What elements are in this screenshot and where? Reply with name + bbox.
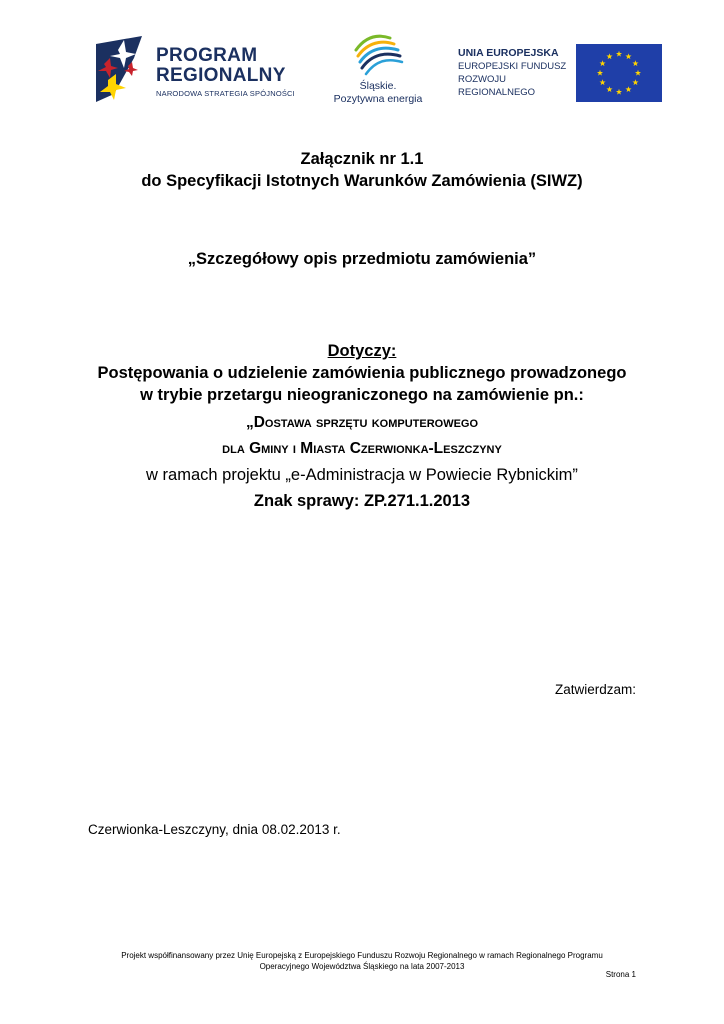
concerns-line1: Postępowania o udzielenie zamówienia publicznego prowadzonego [97, 364, 627, 382]
title-line1: Załącznik nr 1.1 [300, 150, 424, 168]
approval-label: Zatwierdzam: [554, 682, 636, 697]
concerns-heading: Dotyczy: [327, 342, 397, 360]
ue-text-logo [458, 46, 578, 99]
program-regionalny-line3: NARODOWA STRATEGIA SPÓJNOŚCI [156, 89, 295, 98]
order-name-line2: dla Gminy i Miasta Czerwionka-Leszczyny [222, 440, 502, 457]
concerns-section [60, 340, 664, 512]
page-number: Strona 1 [605, 970, 636, 979]
eu-flag-icon [576, 44, 662, 102]
program-regionalny-line1: PROGRAM [156, 45, 258, 66]
program-regionalny-emblem-icon [94, 36, 152, 108]
logo-bar [0, 30, 724, 112]
program-regionalny-logo [94, 36, 314, 108]
concerns-line2: w trybie przetargu nieograniczonego na zamówienie pn.: [140, 386, 584, 404]
footer-line1: Projekt współfinansowany przez Unię Europejską z Europejskiego Funduszu Rozwoju Regionalnego w ramach Regionalnego Programu [121, 951, 603, 960]
place-and-date: Czerwionka-Leszczyny, dnia 08.02.2013 r. [88, 822, 341, 837]
slaskie-line1: Śląskie. [359, 80, 397, 92]
order-name-line1: „Dostawa sprzętu komputerowego [245, 414, 479, 431]
ue-line1: UNIA EUROPEJSKA [458, 47, 559, 59]
document-title [60, 148, 664, 192]
subject-title: „Szczegółowy opis przedmiotu zamówienia” [187, 250, 537, 268]
footer-line2: Operacyjnego Województwa Śląskiego na lata 2007-2013 [259, 962, 465, 971]
ue-line2: EUROPEJSKI FUNDUSZ [458, 61, 567, 72]
slaskie-waves-icon [346, 30, 410, 80]
slaskie-logo [328, 30, 428, 112]
project-line: w ramach projektu „e-Administracja w Powiecie Rybnickim” [146, 466, 578, 484]
program-regionalny-text [156, 46, 295, 98]
footer-note [60, 950, 664, 972]
case-number: Znak sprawy: ZP.271.1.2013 [253, 492, 471, 510]
slaskie-line2: Pozytywna energia [333, 93, 423, 105]
title-line2: do Specyfikacji Istotnych Warunków Zamówienia (SIWZ) [141, 172, 583, 190]
program-regionalny-line2: REGIONALNY [156, 65, 286, 86]
ue-line3: ROZWOJU REGIONALNEGO [458, 74, 536, 98]
